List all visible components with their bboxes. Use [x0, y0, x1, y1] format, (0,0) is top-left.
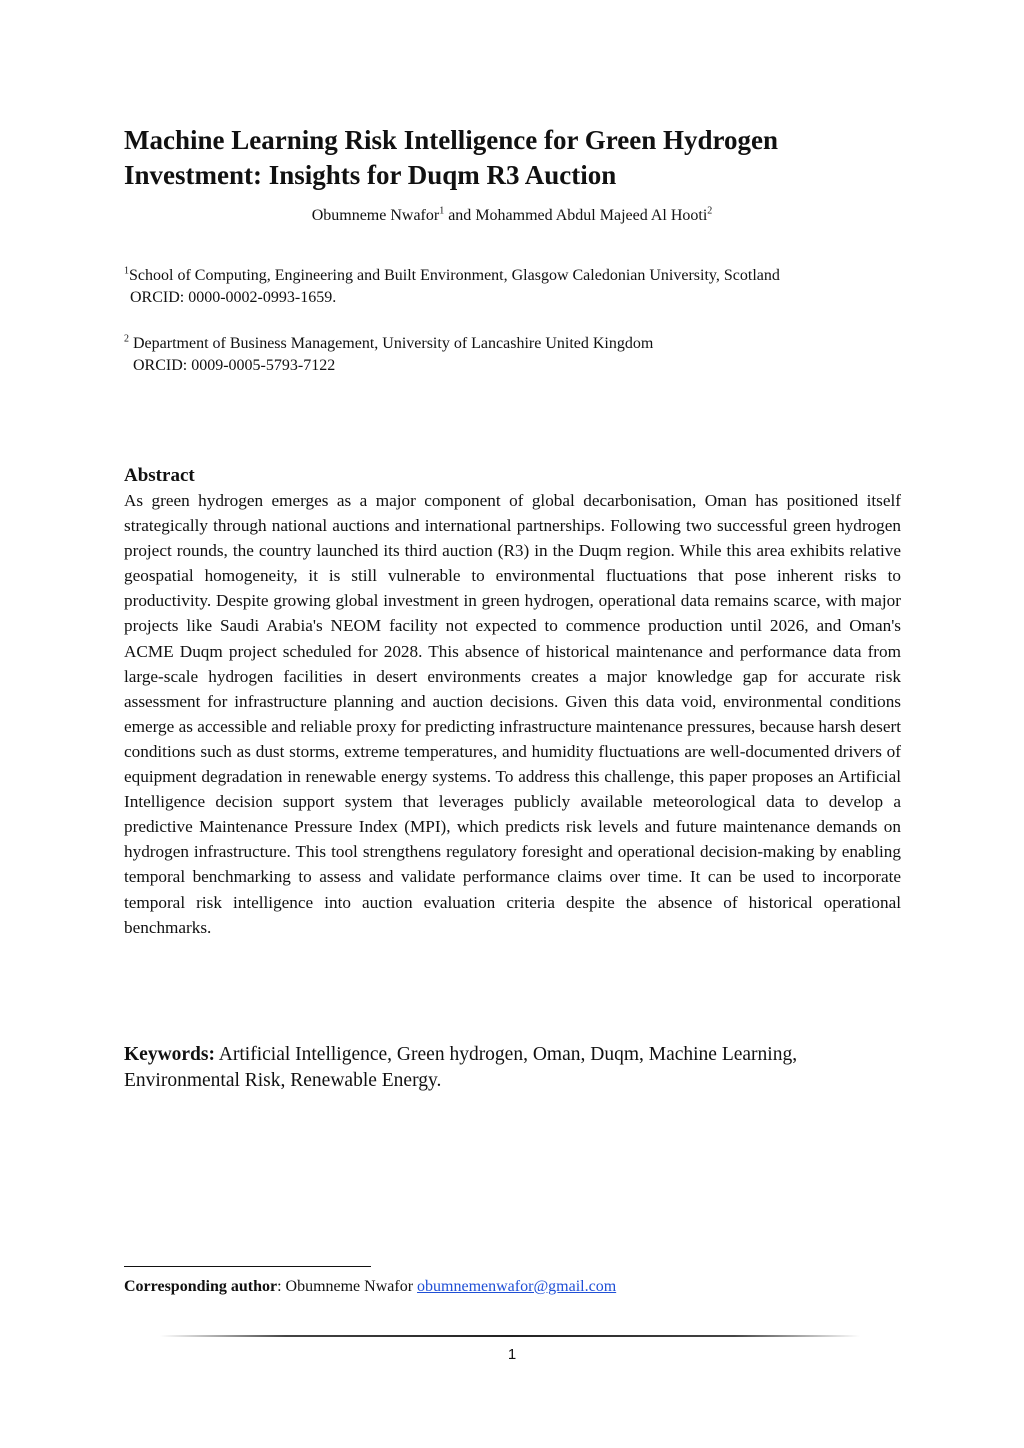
affiliation-1-orcid: ORCID: 0000-0002-0993-1659. [130, 289, 337, 306]
affiliation-2-mark: 2 [124, 333, 129, 345]
abstract-text: As green hydrogen emerges as a major component of global decarbonisation, Oman has positioned itself strategically through national auctions and international partnerships. Following two successful green hydrogen project rounds, the country launched its third auction (R3) in the Duqm region. While this area exhibits relative geospatial homogeneity, it is still vulnerable to environmental fluctuations that pose inherent risks to productivity. Despite growing global investment in green hydrogen, operational data remains scarce, with major projects like Saudi Arabia's NEOM facility not expected to commence production until 2026, and Oman's ACME Duqm project scheduled for 2028. This absence of historical maintenance and performance data from large-scale hydrogen facilities in desert environments creates a major knowledge gap for accurate risk assessment for infrastructure planning and auction decisions. Given this data void, environmental conditions emerge as accessible and reliable proxy for predicting infrastructure maintenance pressures, because harsh desert conditions such as dust storms, extreme temperatures, and humidity fluctuations are well-documented drivers of equipment degradation in renewable energy systems. To address this challenge, this paper proposes an Artificial Intelligence decision support system that leverages publicly available meteorological data to develop a predictive Maintenance Pressure Index (MPI), which predicts risk levels and future maintenance demands on hydrogen infrastructure. This tool strengthens regulatory foresight and operational decision-making by enabling temporal benchmarking to assess and validate performance claims over time. It can be used to incorporate temporal risk intelligence into auction evaluation criteria despite the absence of historical operational benchmarks. [124, 491, 901, 937]
affiliation-2-institution: Department of Business Management, University of Lancashire United Kingdom [129, 335, 654, 352]
author-1-name: Obumneme Nwafor [311, 207, 440, 224]
author-1-affiliation-mark: 1 [439, 205, 445, 217]
author-connector: and [444, 207, 476, 224]
author-2-name: Mohammed Abdul Majeed Al Hooti [475, 207, 708, 224]
keywords-label: Keywords: [124, 1044, 215, 1065]
author-line [0, 206, 1024, 226]
corresponding-author-label: Corresponding author [124, 1278, 278, 1295]
paper-title: Machine Learning Risk Intelligence for Green Hydrogen Investment: Insights for Duqm R3 Auction [124, 125, 778, 190]
affiliation-1-mark: 1 [124, 265, 129, 277]
page-number: 1 [507, 1346, 517, 1363]
affiliation-1 [124, 265, 904, 309]
keywords-section [124, 1042, 884, 1094]
affiliation-1-institution: School of Computing, Engineering and Built Environment, Glasgow Caledonian University, Scotland [129, 267, 780, 284]
keywords-list: Artificial Intelligence, Green hydrogen, Oman, Duqm, Machine Learning, Environmental Risk, Renewable Energy. [124, 1044, 798, 1091]
footnote-divider [124, 1266, 371, 1267]
corresponding-author-name: : Obumneme Nwafor [277, 1278, 418, 1295]
corresponding-author-footnote [124, 1277, 616, 1297]
footer-divider [160, 1335, 860, 1337]
abstract-heading: Abstract [124, 465, 195, 486]
affiliation-2-orcid: ORCID: 0009-0005-5793-7122 [133, 357, 336, 374]
affiliation-2 [124, 333, 904, 377]
author-2-affiliation-mark: 2 [707, 205, 713, 217]
corresponding-author-email-link[interactable]: obumnemenwafor@gmail.com [417, 1278, 617, 1295]
